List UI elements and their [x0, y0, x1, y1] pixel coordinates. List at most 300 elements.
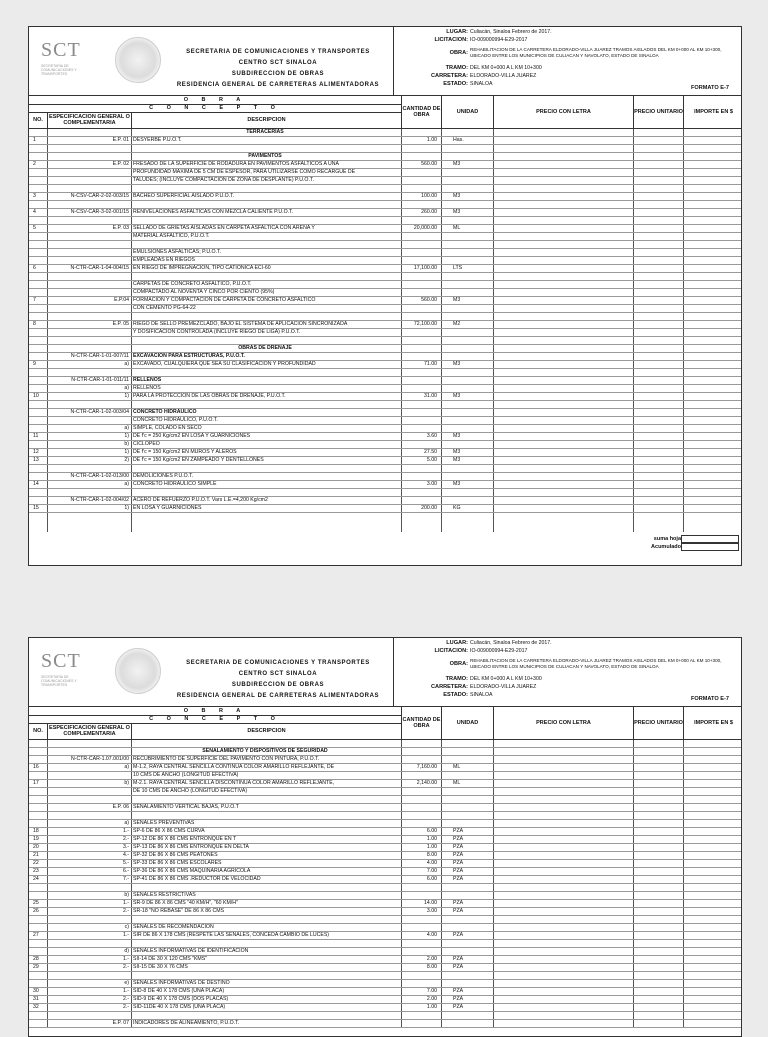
cell-qty: 200.00: [421, 505, 437, 511]
cell-unit: [453, 305, 479, 312]
cell-qty: [401, 884, 437, 891]
cell-unit: [453, 257, 479, 264]
cell-desc: FRESADO DE LA SUPERFICIE DE RODADURA EN PAVIMENTOS ASFALTICOS A UNA: [133, 161, 340, 167]
table-row: [29, 337, 741, 345]
estado-label: ESTADO:: [443, 81, 468, 87]
table-row: [29, 505, 741, 513]
department-title: [165, 658, 391, 702]
table-row: [29, 481, 741, 489]
cell-spec: 1): [124, 433, 129, 439]
acumulado-box[interactable]: [681, 543, 739, 551]
cell-qty: 100.00: [421, 193, 437, 199]
cell-desc: DESYERBE P.U.O.T.: [133, 137, 182, 143]
cell-spec: [55, 401, 129, 408]
dept-line: SECRETARIA DE COMUNICACIONES Y TRANSPORTES: [186, 49, 370, 55]
cell-no: [29, 185, 57, 192]
cell-spec: [55, 185, 129, 192]
column-headers: [29, 707, 741, 740]
obra-heading: O B R A: [29, 96, 401, 105]
cell-unit: [453, 804, 479, 811]
cell-desc: SP-33 DE 86 X 86 CMS ESCOLARES: [133, 860, 222, 866]
cell-qty: 17,100.00: [413, 265, 437, 271]
cell-unit: [453, 748, 479, 755]
cell-desc: EMULSIONES ASFALTICAS; P.U.O.T.: [133, 249, 222, 255]
cell-no: [29, 409, 57, 416]
cell-unit: M3: [453, 161, 461, 167]
cell-spec: E.P. 05: [112, 321, 129, 327]
cell-qty: 6.00: [426, 876, 437, 882]
cell-qty: [401, 169, 437, 176]
col-desc: DESCRIPCION: [131, 723, 401, 739]
cell-unit: [453, 345, 479, 352]
cell-desc: SP-6 DE 86 X 86 CMS CURVA: [133, 828, 205, 834]
cell-unit: PZA: [453, 828, 464, 834]
table-row: [29, 804, 741, 812]
cell-desc: SP-41 DE 86 X 86 CMS .REDUCTOR DE VELOCIDAD: [133, 876, 261, 882]
cell-qty: 260.00: [421, 209, 437, 215]
cell-desc: SID-11DE 40 X 178 CMS (UNA PLACA): [133, 1004, 226, 1010]
cell-unit: PZA: [453, 988, 464, 994]
cell-unit: [453, 788, 479, 795]
cell-desc: SP-32 DE 86 X 86 CMS PEATONES: [133, 852, 218, 858]
licitacion-value: IO-009000994-E29-2017: [470, 37, 528, 43]
cell-spec: [55, 337, 129, 344]
cell-qty: [401, 924, 437, 931]
cell-unit: [453, 948, 479, 955]
cell-spec: 1): [124, 505, 129, 511]
cell-qty: [401, 425, 437, 432]
cell-spec: N-CTR-CAR-1-01-007/11: [70, 353, 129, 359]
cell-no: 10: [33, 393, 39, 399]
table-row: [29, 988, 741, 996]
table-row: [29, 820, 741, 828]
project-info: [393, 27, 741, 95]
cell-no: [29, 1012, 57, 1019]
cell-no: [29, 401, 57, 408]
cell-no: [29, 201, 57, 208]
cell-spec: E.P. 07: [112, 1020, 129, 1026]
cell-qty: [401, 145, 437, 152]
cell-desc: [133, 201, 397, 208]
cell-spec: a): [124, 764, 129, 770]
cell-unit: [453, 217, 479, 224]
cell-qty: [401, 153, 437, 160]
cell-unit: [453, 329, 479, 336]
dept-line: SUBDIRECCION DE OBRAS: [231, 682, 325, 688]
cell-no: [29, 916, 57, 923]
table-row: [29, 425, 741, 433]
cell-unit: M3: [453, 449, 461, 455]
col-qty: CANTIDAD DE OBRA: [401, 707, 441, 739]
table-row: [29, 780, 741, 788]
table-row: [29, 465, 741, 473]
cell-desc: SELLADO DE GRIETAS AISLADAS EN CARPETA ASFALTICA CON ARENA Y: [133, 225, 315, 231]
cell-no: [29, 377, 57, 384]
cell-no: [29, 305, 57, 312]
cell-qty: 7.00: [426, 868, 437, 874]
cell-unit: [453, 289, 479, 296]
cell-spec: a): [124, 425, 129, 431]
cell-no: [29, 289, 57, 296]
cell-unit: KG: [453, 505, 461, 511]
cell-unit: [453, 385, 479, 392]
cell-no: 3: [33, 193, 36, 199]
cell-desc: CONCRETO HIDRAULICO SIMPLE: [133, 481, 217, 487]
cell-desc: SEÑALES INFORMATIVAS DE DESTINO: [133, 980, 230, 986]
cell-desc: SEÑALAMIENTO Y DISPOSITIVOS DE SEGURIDAD: [202, 748, 328, 754]
cell-unit: PZA: [453, 836, 464, 842]
cell-qty: [401, 353, 437, 360]
cell-qty: 31.00: [424, 393, 437, 399]
cell-desc: [133, 884, 397, 891]
cell-unit: [453, 820, 479, 827]
cell-qty: 8.00: [426, 852, 437, 858]
acumulado-label: Acumulado: [651, 544, 681, 550]
cell-unit: PZA: [453, 996, 464, 1002]
cell-no: [29, 804, 57, 811]
cell-unit: ML: [453, 780, 461, 786]
table-row: [29, 377, 741, 385]
table-row: [29, 748, 741, 756]
sheet-header: [29, 638, 741, 707]
cell-no: [29, 441, 57, 448]
cell-spec: E.P. 01: [112, 137, 129, 143]
cell-qty: [401, 788, 437, 795]
col-precio-unitario: PRECIO UNITARIO: [633, 707, 683, 739]
cell-no: 8: [33, 321, 36, 327]
table-row: [29, 764, 741, 772]
cell-spec: 1.-: [122, 988, 129, 994]
cell-qty: 560.00: [421, 161, 437, 167]
cell-unit: [453, 473, 479, 480]
cell-spec: 4.-: [122, 852, 129, 858]
cell-unit: [453, 796, 479, 803]
cell-desc: SIMPLE, COLADO EN SECO: [133, 425, 202, 431]
cell-qty: [401, 980, 437, 987]
cell-no: 14: [33, 481, 39, 487]
cell-desc: EXCAVADO, CUALQUIERA QUE SEA SU CLASIFICACION Y PROFUNDIDAD: [133, 361, 316, 367]
table-row: [29, 225, 741, 233]
col-precio-letra: PRECIO CON LETRA: [493, 96, 633, 128]
cell-spec: b): [124, 892, 129, 898]
cell-no: 5: [33, 225, 36, 231]
cell-unit: [453, 465, 479, 472]
cell-spec: 1.-: [122, 900, 129, 906]
table-row: [29, 473, 741, 481]
cell-no: 32: [33, 1004, 39, 1010]
cell-spec: [55, 169, 129, 176]
cell-unit: [453, 177, 479, 184]
cell-unit: [453, 145, 479, 152]
cell-spec: [55, 257, 129, 264]
cell-desc: [133, 972, 397, 979]
cell-qty: [401, 289, 437, 296]
cell-desc: MATERIAL ASFALTICO, P.U.O.T.: [133, 233, 210, 239]
cell-no: [29, 489, 57, 496]
cell-unit: [453, 1012, 479, 1019]
cell-spec: [55, 329, 129, 336]
tramo-value: DEL KM 0+000 A L KM 10+300: [470, 676, 542, 682]
cell-spec: [55, 129, 129, 136]
cell-qty: [401, 241, 437, 248]
cell-spec: [55, 940, 129, 947]
cell-qty: [401, 748, 437, 755]
table-row: [29, 457, 741, 465]
cell-desc: CARPETAS DE CONCRETO ASFALTICO, P.U.O.T.: [133, 281, 252, 287]
table-row: [29, 177, 741, 185]
cell-spec: [55, 748, 129, 755]
table-row: [29, 393, 741, 401]
cell-no: [29, 257, 57, 264]
cell-no: 29: [33, 964, 39, 970]
cell-no: [29, 129, 57, 136]
cell-desc: SEÑALAMIENTO VERTICAL BAJAS, P.U.O.T: [133, 804, 239, 810]
cell-unit: [453, 417, 479, 424]
cell-unit: M2: [453, 321, 461, 327]
cell-spec: a): [124, 385, 129, 391]
cell-desc: SP-12 DE 86 X 86 CMS ENTRONQUE EN T: [133, 836, 237, 842]
cell-unit: PZA: [453, 908, 464, 914]
cell-unit: [453, 201, 479, 208]
table-row: [29, 497, 741, 505]
cell-no: [29, 329, 57, 336]
cell-spec: 3.-: [122, 844, 129, 850]
cell-qty: 4.00: [426, 932, 437, 938]
cell-spec: [55, 249, 129, 256]
cell-no: 16: [33, 764, 39, 770]
cell-desc: DE f'c = 250 Kg/cm2 EN LOSA Y GUARNICIONES: [133, 433, 251, 439]
cell-no: [29, 241, 57, 248]
dept-line: CENTRO SCT SINALOA: [238, 671, 318, 677]
cell-qty: 27.50: [424, 449, 437, 455]
cell-no: [29, 796, 57, 803]
cell-unit: [453, 425, 479, 432]
cell-unit: [453, 940, 479, 947]
col-unit: UNIDAD: [441, 96, 493, 128]
cell-desc: [133, 185, 397, 192]
cell-desc: DE f'c = 150 Kg/cm2 EN ZAMPEADO Y DENTELLONES: [133, 457, 264, 463]
col-spec: ESPECIFICACION GENERAL O COMPLEMENTARIA: [47, 112, 131, 128]
cell-desc: SIR DE 86 X 178 CMS (RESPETE LAS SEÑALES, CONCEDA CAMBIO DE LUCES): [133, 932, 330, 938]
cell-spec: [55, 241, 129, 248]
cell-no: [29, 972, 57, 979]
col-precio-letra: PRECIO CON LETRA: [493, 707, 633, 739]
cell-desc: [133, 1012, 397, 1019]
cell-unit: [453, 916, 479, 923]
cell-desc: OBRAS DE DRENAJE: [238, 345, 292, 351]
cell-no: 26: [33, 908, 39, 914]
cell-qty: [401, 740, 437, 747]
cell-desc: CICLOPEO: [133, 441, 160, 447]
cell-unit: [453, 377, 479, 384]
cell-spec: [55, 1012, 129, 1019]
cell-no: 17: [33, 780, 39, 786]
cell-spec: 2.-: [122, 1004, 129, 1010]
cell-no: [29, 273, 57, 280]
cell-spec: E.P. 03: [112, 225, 129, 231]
cell-no: [29, 940, 57, 947]
cell-desc: BACHEO SUPERFICIAL AISLADO P.U.O.T.: [133, 193, 235, 199]
cell-unit: Has.: [453, 137, 464, 143]
cell-desc: [133, 489, 397, 496]
cell-desc: [133, 241, 397, 248]
cell-unit: [453, 353, 479, 360]
cell-unit: [453, 129, 479, 136]
licitacion-label: LICITACION:: [434, 648, 468, 654]
cell-spec: [55, 289, 129, 296]
table-row: [29, 297, 741, 305]
cell-desc: M-1.2, RAYA CENTRAL SENCILLA CONTINUA COLOR AMARILLO REFLEJANTE, DE: [133, 764, 335, 770]
cell-no: [29, 153, 57, 160]
cell-no: 25: [33, 900, 39, 906]
licitacion-value: IO-009000994-E29-2017: [470, 648, 528, 654]
cell-unit: PZA: [453, 852, 464, 858]
cell-no: [29, 233, 57, 240]
suma-hoja-box[interactable]: [681, 535, 739, 543]
cell-qty: [401, 273, 437, 280]
table-row: [29, 169, 741, 177]
cell-qty: [401, 329, 437, 336]
cell-unit: LTS: [453, 265, 463, 271]
estado-value: SINALOA: [470, 692, 493, 698]
table-row: [29, 796, 741, 804]
table-row: [29, 1004, 741, 1012]
cell-no: [29, 385, 57, 392]
cell-desc: [133, 740, 397, 747]
cell-spec: [55, 772, 129, 779]
estado-value: SINALOA: [470, 81, 493, 87]
lugar-label: LUGAR:: [446, 640, 468, 646]
concept-table: [29, 740, 741, 1028]
col-importe: IMPORTE EN $: [683, 707, 743, 739]
cell-desc: Y DOSIFICACION CONTROLADA (INCLUYE RIEGO DE LIGA) P.U.O.T.: [133, 329, 301, 335]
table-row: [29, 201, 741, 209]
cell-unit: PZA: [453, 900, 464, 906]
cell-unit: [453, 441, 479, 448]
cell-unit: [453, 756, 479, 763]
logo-text: SCT: [41, 650, 81, 672]
table-row: [29, 233, 741, 241]
cell-no: [29, 948, 57, 955]
cell-no: [29, 892, 57, 899]
cell-spec: [55, 345, 129, 352]
cell-no: [29, 369, 57, 376]
cell-no: [29, 425, 57, 432]
cell-desc: [133, 796, 397, 803]
cell-no: [29, 740, 57, 747]
cell-desc: RIEGO DE SELLO PREMEZCLADO, BAJO EL SISTEMA DE APLICACIÓN SINCRONIZADA: [133, 321, 348, 327]
cell-no: [29, 465, 57, 472]
cell-spec: [55, 201, 129, 208]
cell-spec: a): [124, 361, 129, 367]
cell-spec: 2.-: [122, 908, 129, 914]
cell-spec: E.P. 02: [112, 161, 129, 167]
cell-qty: [401, 385, 437, 392]
cell-desc: RENIVELACIONES ASFALTICAS CON MEZCLA CALIENTE P.U.O.T.: [133, 209, 294, 215]
cell-spec: 5.-: [122, 860, 129, 866]
cell-no: [29, 281, 57, 288]
cell-qty: [401, 473, 437, 480]
cell-no: 18: [33, 828, 39, 834]
cell-no: 19: [33, 836, 39, 842]
cell-desc: ACERO DE REFUERZO P.U.O.T. Vars L.E.=4,200 Kg/cm2: [133, 497, 268, 503]
sct-logo: [41, 39, 101, 76]
cell-desc: SII-15 DE 30 X 76 CMS: [133, 964, 188, 970]
cell-desc: SP-36 DE 86 X 86 CMS MAQUINARIA AGRICOLA: [133, 868, 251, 874]
cell-no: 24: [33, 876, 39, 882]
cell-desc: SEÑALES RESTRICTIVAS: [133, 892, 196, 898]
cell-qty: [401, 972, 437, 979]
cell-spec: 1): [124, 393, 129, 399]
cell-desc: [133, 217, 397, 224]
formato-label: FORMATO E-7: [690, 85, 729, 91]
table-row: [29, 812, 741, 820]
estado-label: ESTADO:: [443, 692, 468, 698]
cell-spec: E.P. 06: [112, 804, 129, 810]
cell-desc: EXCAVACION PARA ESTRUCTURAS, P.U.O.T.: [133, 353, 245, 359]
cell-qty: [401, 948, 437, 955]
cell-desc: SP-13 DE 86 X 86 CMS ENTRONQUE EN DELTA: [133, 844, 249, 850]
table-row: [29, 756, 741, 764]
table-row: [29, 369, 741, 377]
cell-qty: 14.00: [424, 900, 437, 906]
cell-no: [29, 313, 57, 320]
table-row: [29, 137, 741, 145]
cell-desc: SR-9 DE 86 X 86 CMS "40 KM/H", "60 KM/H": [133, 900, 238, 906]
col-importe: IMPORTE EN $: [683, 96, 743, 128]
cell-desc: TALUDES; (INCLUYE COMPACTACION DE ZONA DE DESPLANTE) P.U.O.T.: [133, 177, 314, 183]
table-row: [29, 281, 741, 289]
cell-unit: [453, 772, 479, 779]
lugar-value: Culiacán, Sinaloa Febrero de 2017.: [470, 640, 552, 646]
table-row: [29, 956, 741, 964]
cell-desc: [133, 313, 397, 320]
cell-spec: 2.-: [122, 964, 129, 970]
cell-qty: [401, 201, 437, 208]
table-row: [29, 441, 741, 449]
cell-unit: PZA: [453, 844, 464, 850]
col-no: NO.: [33, 728, 43, 734]
cell-desc: TERRACERIAS: [246, 129, 284, 135]
table-row: [29, 289, 741, 297]
cell-unit: [453, 740, 479, 747]
cell-desc: EMPLEADAS EN RIEGOS: [133, 257, 195, 263]
cell-spec: a): [124, 820, 129, 826]
cell-unit: [453, 892, 479, 899]
cell-no: 22: [33, 860, 39, 866]
cell-desc: CON CEMENTO PG-64-22: [133, 305, 196, 311]
cell-unit: M3: [453, 297, 461, 303]
cell-qty: [401, 772, 437, 779]
concept-table: [29, 129, 741, 532]
cell-spec: N-CSV-CAR-2-02-003/15: [70, 193, 129, 199]
cell-no: [29, 788, 57, 795]
cell-unit: [453, 812, 479, 819]
cell-desc: EN LOSA Y GUARNICIONES: [133, 505, 202, 511]
cell-desc: [133, 401, 397, 408]
table-row: [29, 353, 741, 361]
cell-unit: [453, 924, 479, 931]
cell-no: 21: [33, 852, 39, 858]
table-row: [29, 385, 741, 393]
cell-spec: [55, 233, 129, 240]
cell-no: 7: [33, 297, 36, 303]
cell-qty: [401, 217, 437, 224]
cell-unit: [453, 153, 479, 160]
cell-desc: [133, 916, 397, 923]
obra-heading: O B R A: [29, 707, 401, 716]
cell-spec: c): [124, 924, 129, 930]
